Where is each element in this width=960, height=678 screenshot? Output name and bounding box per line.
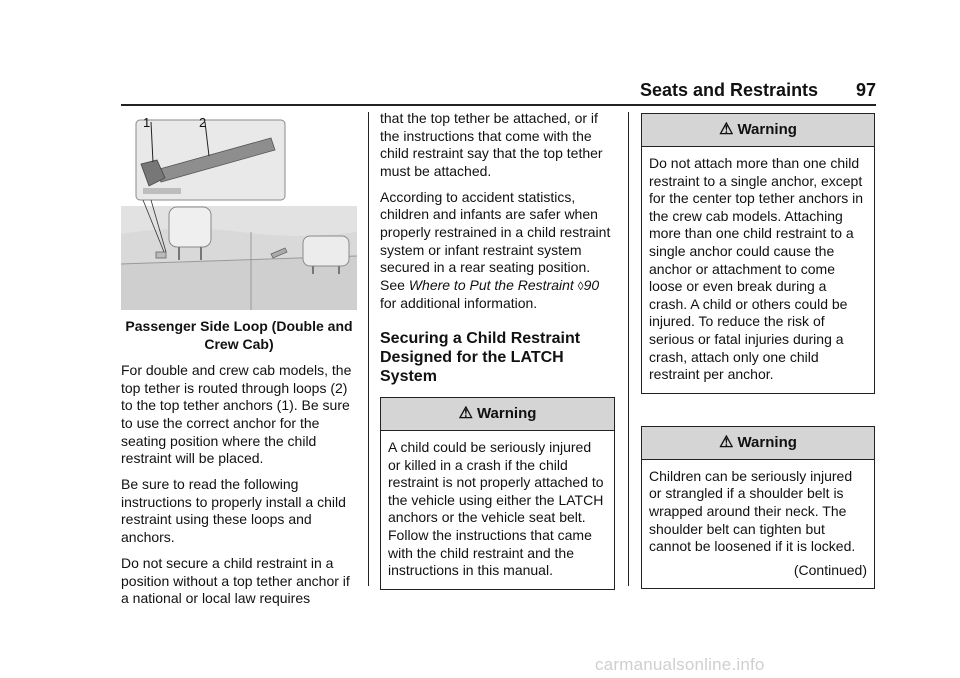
- warning-header: [642, 114, 874, 147]
- warning-triangle-icon: ⚠: [458, 405, 473, 423]
- section-heading: Securing a Child Restraint Designed for the LATCH System: [380, 330, 581, 386]
- seat-illustration: [121, 114, 357, 310]
- column-divider: [628, 112, 629, 586]
- paragraph-text: According to accident statistics, children and infants are safer when properly restrained in a child restraint system or infant restraint system secured in a rear seating position. See: [380, 188, 611, 293]
- paragraph: that the top tether be attached, or if the instructions that come with the child restraint say that the top tether must be attached.: [380, 110, 603, 179]
- column-1: [121, 110, 357, 616]
- paragraph: [380, 189, 615, 313]
- warning-body: [642, 460, 874, 589]
- warning-triangle-icon: ⚠: [719, 121, 734, 139]
- paragraph-text: for additional information.: [380, 295, 538, 312]
- warning-title: Warning: [476, 405, 537, 423]
- page-number: 97: [855, 80, 876, 100]
- warning-triangle-icon: ⚠: [719, 433, 734, 451]
- paragraph: For double and crew cab models, the top tether is routed through loops (2) to the top tether anchors (1). Be sure to use the correct anchor for the seating position where the child restraint will be placed.: [121, 362, 352, 467]
- cross-reference-page[interactable]: 90: [583, 276, 600, 293]
- column-divider: [368, 112, 369, 586]
- column-3: [641, 113, 875, 589]
- callout-1-label: 1: [143, 115, 151, 130]
- warning-box: [641, 426, 875, 590]
- warning-body: A child could be seriously injured or killed in a crash if the child restraint is not properly attached to the vehicle using either the LATCH anchors or the vehicle seat belt. Follow the instructions that came with the child restraint and the instructions in this manual.: [388, 439, 604, 579]
- warning-header: [642, 427, 874, 460]
- warning-box: [380, 397, 615, 590]
- warning-header: [381, 398, 614, 431]
- page-header: [640, 80, 876, 101]
- paragraph: Be sure to read the following instructions to properly install a child restraint using these loops and anchors.: [121, 476, 346, 546]
- paragraph: Do not secure a child restraint in a position without a top tether anchor if a national or local law requires: [121, 555, 350, 607]
- section-title: Seats and Restraints: [640, 80, 819, 100]
- warning-title: Warning: [737, 121, 797, 139]
- header-rule: [121, 104, 876, 106]
- warning-text: Children can be seriously injured or strangled if a shoulder belt is wrapped around their neck. The shoulder belt can tighten but cannot be loosened if it is locked.: [649, 467, 856, 555]
- callout-2-label: 2: [199, 115, 207, 130]
- watermark: carmanualsonline.info: [595, 655, 765, 674]
- warning-title: Warning: [737, 433, 797, 451]
- continued-label: (Continued): [793, 561, 867, 578]
- warning-body: Do not attach more than one child restraint to a single anchor, except for the center top tether anchors in the crew cab models. Attaching more than one child restraint to a single anchor could cause the anchor or attachment to come loose or even break during a crash. A child or others could be injured. To reduce the risk of serious or fatal injuries during a crash, attach only one child restraint per anchor.: [649, 155, 864, 383]
- figure-caption: Passenger Side Loop (Double and Crew Cab): [125, 318, 353, 352]
- column-2: [380, 110, 615, 590]
- cross-reference-link[interactable]: Where to Put the Restraint: [408, 276, 574, 293]
- page-ref-icon: ◊: [577, 278, 584, 293]
- warning-box: [641, 113, 875, 394]
